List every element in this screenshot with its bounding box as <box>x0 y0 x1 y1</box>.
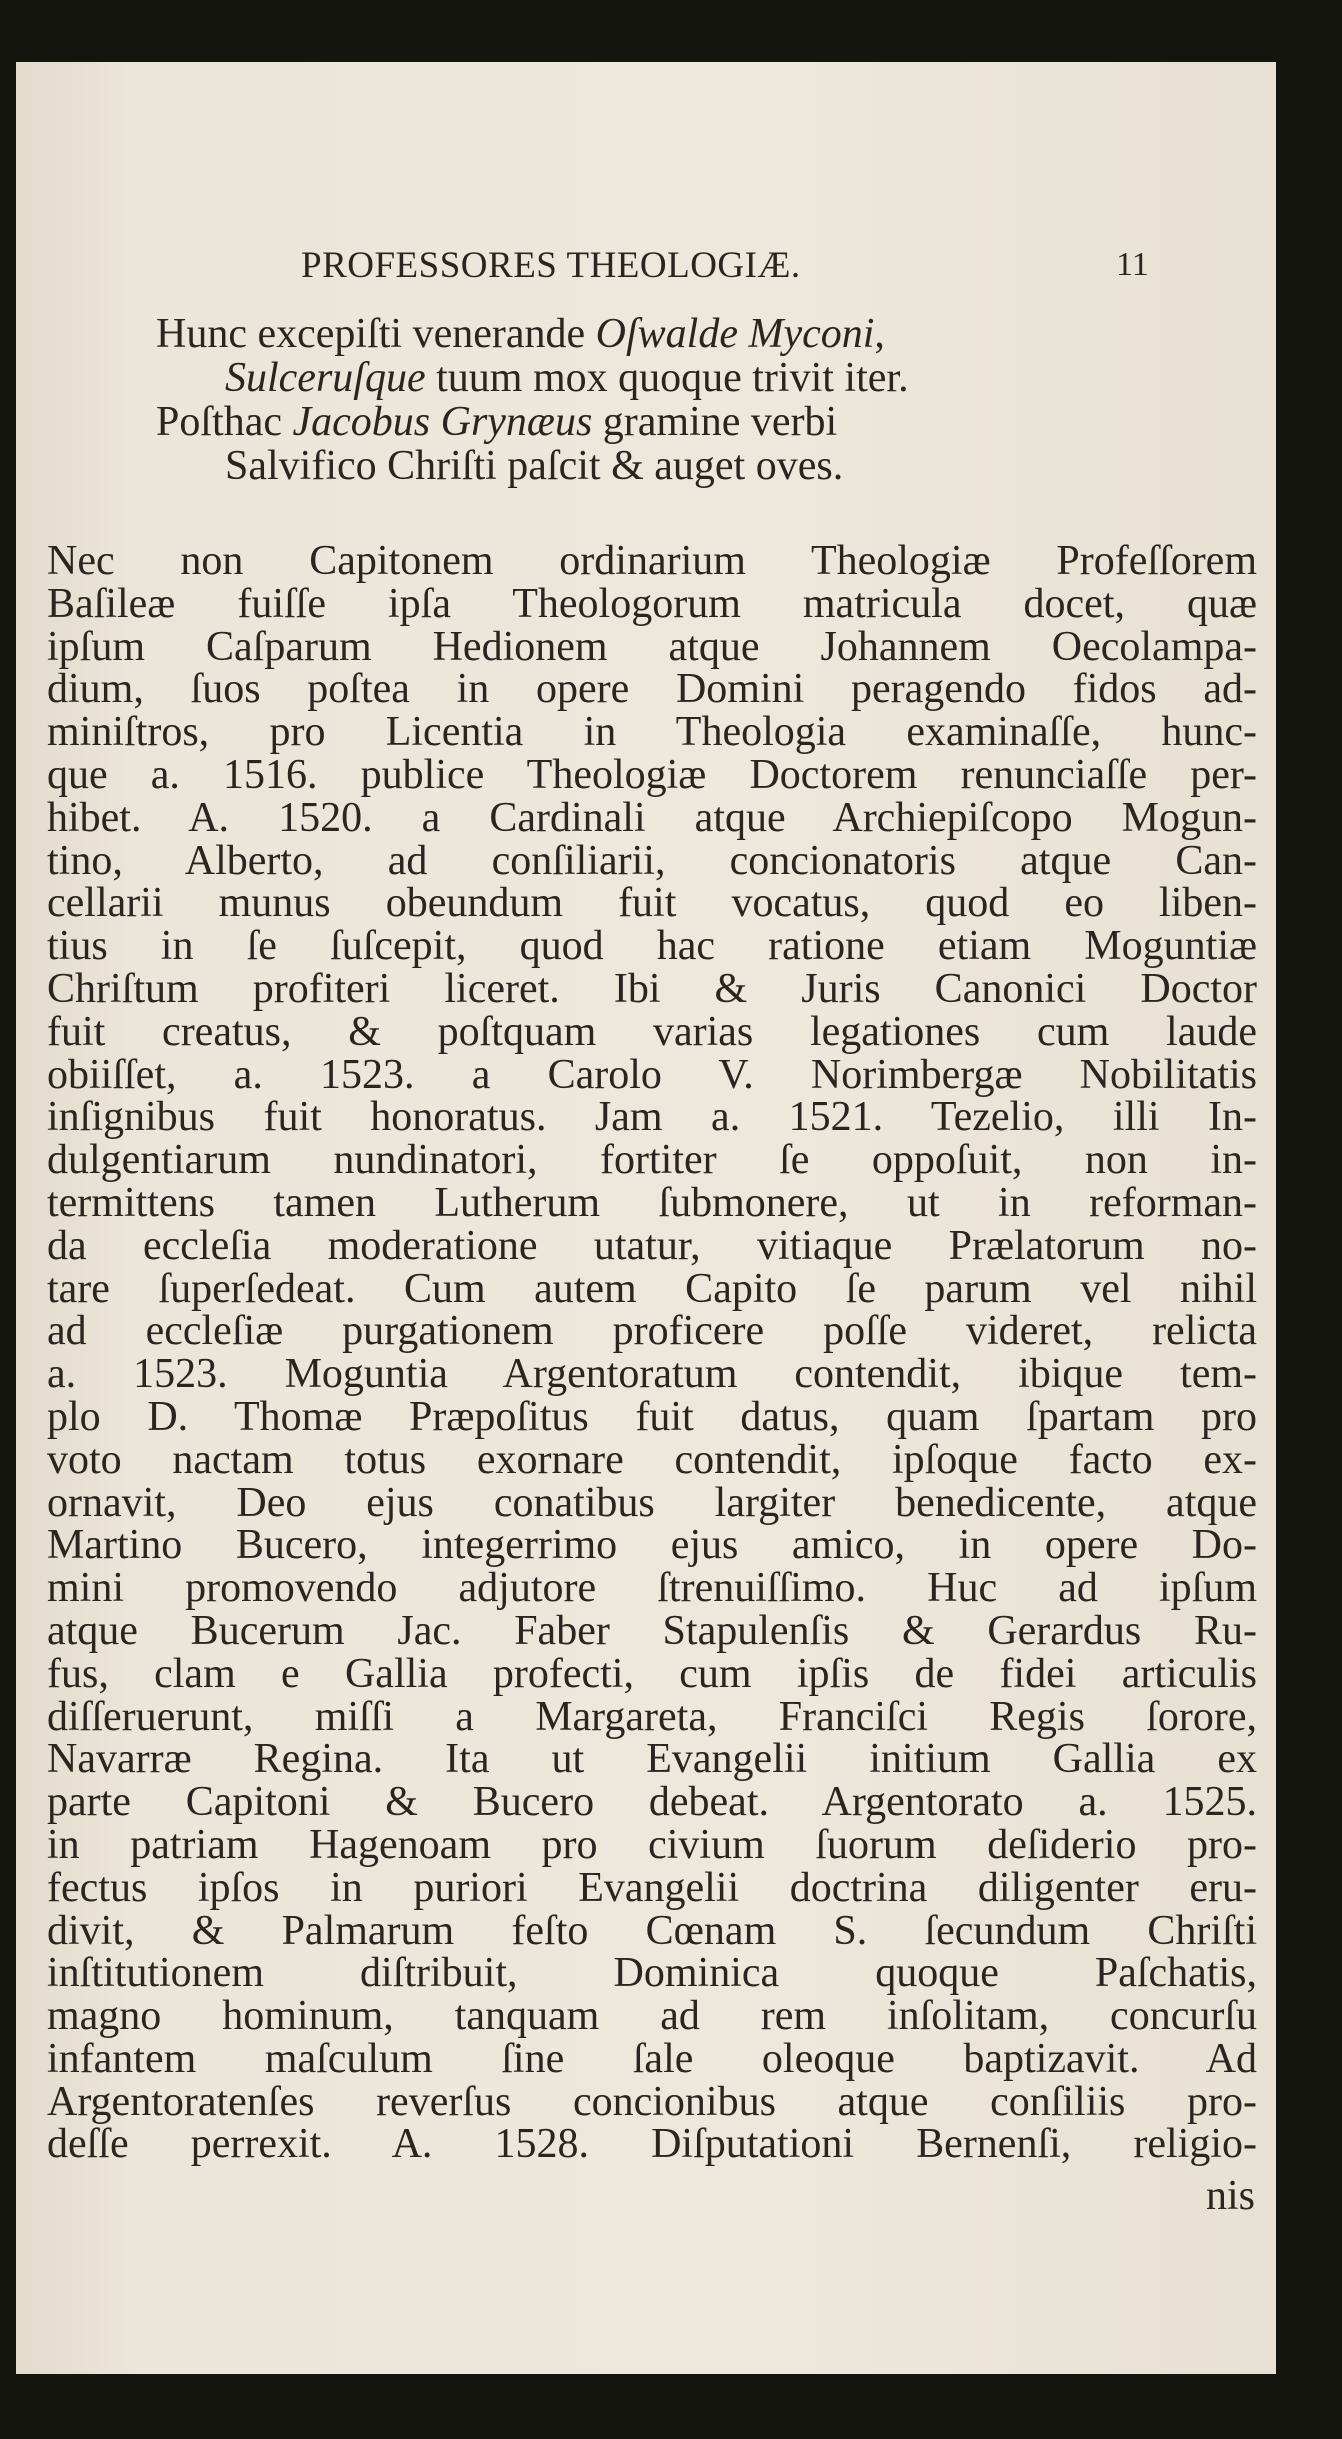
text-line: miniſtros, pro Licentia in Theologia examinaſſe, hunc- <box>47 709 1257 756</box>
text-line: ornavit, Deo ejus conatibus largiter benedicente, atque <box>47 1479 1257 1526</box>
text-line: fus, clam e Gallia profecti, cum ipſis de fidei articulis <box>47 1650 1257 1697</box>
text-line: in patriam Hagenoam pro civium ſuorum deſiderio pro- <box>47 1821 1257 1868</box>
text-line: Nec non Capitonem ordinarium Theologiæ Profeſſorem <box>47 538 1257 584</box>
page-number: 11 <box>1116 246 1149 283</box>
poem-italic-name: Jacobus Grynæus <box>292 399 593 445</box>
text-line: divit, & Palmarum feſto Cœnam S. ſecundum Chriſti <box>47 1907 1257 1954</box>
text-line: termittens tamen Lutherum ſubmonere, ut in reforman- <box>47 1179 1257 1226</box>
text-line: Chriſtum profiteri liceret. Ibi & Juris Canonici Doctor <box>47 965 1257 1012</box>
poem-italic-name: Oſwalde Myconi <box>595 311 875 357</box>
text-line: dium, ſuos poſtea in opere Domini peragendo fidos ad- <box>47 666 1257 713</box>
text-line: magno hominum, tanquam ad rem inſolitam, concurſu <box>47 1993 1257 2040</box>
poem-text: , <box>874 311 885 357</box>
poem-line <box>225 442 843 490</box>
text-line: parte Capitoni & Bucero debeat. Argentorato a. 1525. <box>47 1779 1257 1826</box>
poem-line <box>156 398 837 446</box>
body-paragraph <box>47 540 1257 2166</box>
text-line: tino, Alberto, ad conſiliarii, concionatoris atque Can- <box>47 837 1257 884</box>
text-line: a. 1523. Moguntia Argentoratum contendit, ibique tem- <box>47 1351 1257 1398</box>
text-line: Argentoratenſes reverſus concionibus atque conſiliis pro- <box>47 2078 1257 2125</box>
text-line: Baſileæ fuiſſe ipſa Theologorum matricula docet, quæ <box>47 580 1257 627</box>
poem-text: Hunc excepiſti venerande <box>156 311 596 357</box>
poem-line <box>156 310 885 358</box>
text-line: tare ſuperſedeat. Cum autem Capito ſe parum vel nihil <box>47 1265 1257 1312</box>
text-line: Martino Bucero, integerrimo ejus amico, in opere Do- <box>47 1522 1257 1569</box>
poem-text: gramine verbi <box>592 399 838 445</box>
text-line: dulgentiarum nundinatori, fortiter ſe oppoſuit, non in- <box>47 1137 1257 1184</box>
catchword: nis <box>1206 2173 1256 2219</box>
text-line: infantem maſculum ſine ſale oleoque baptizavit. Ad <box>47 2035 1257 2082</box>
text-line: obiiſſet, a. 1523. a Carolo V. Norimbergæ Nobilitatis <box>47 1051 1257 1098</box>
text-line: mini promovendo adjutore ſtrenuiſſimo. Huc ad ipſum <box>47 1565 1257 1612</box>
poem-text: Salvifico Chriſti paſcit & auget oves. <box>225 443 844 489</box>
poem-text: Poſthac <box>156 399 293 445</box>
text-line: ad eccleſiæ purgationem proficere poſſe videret, relicta <box>47 1308 1257 1355</box>
text-line: plo D. Thomæ Præpoſitus fuit datus, quam ſpartam pro <box>47 1393 1257 1440</box>
text-line: fuit creatus, & poſtquam varias legationes cum laude <box>47 1008 1257 1055</box>
text-line: ipſum Caſparum Hedionem atque Johannem Oecolampa- <box>47 623 1257 670</box>
text-line: diſſeruerunt, miſſi a Margareta, Franciſci Regis ſorore, <box>47 1693 1257 1740</box>
text-line: inſtitutionem diſtribuit, Dominica quoque Paſchatis, <box>47 1950 1257 1997</box>
text-line: fectus ipſos in puriori Evangelii doctrina diligenter eru- <box>47 1864 1257 1911</box>
running-head: PROFESSORES THEOLOGIÆ. <box>301 245 801 286</box>
text-line: cellarii munus obeundum fuit vocatus, quod eo liben- <box>47 880 1257 927</box>
poem-text: tuum mox quoque trivit iter. <box>425 355 909 401</box>
book-page <box>16 62 1276 2374</box>
text-line: inſignibus fuit honoratus. Jam a. 1521. Tezelio, illi In- <box>47 1094 1257 1141</box>
text-line: da eccleſia moderatione utatur, vitiaque Prælatorum no- <box>47 1222 1257 1269</box>
poem-italic-name: Sulceruſque <box>225 355 426 401</box>
text-line: tius in ſe ſuſcepit, quod hac ratione etiam Moguntiæ <box>47 923 1257 970</box>
text-line: deſſe perrexit. A. 1528. Diſputationi Bernenſi, religio- <box>47 2121 1257 2168</box>
text-line: voto nactam totus exornare contendit, ipſoque facto ex- <box>47 1436 1257 1483</box>
text-line: hibet. A. 1520. a Cardinali atque Archiepiſcopo Mogun- <box>47 794 1257 841</box>
text-line: atque Bucerum Jac. Faber Stapulenſis & Gerardus Ru- <box>47 1607 1257 1654</box>
poem-line <box>225 354 909 402</box>
text-line: Navarræ Regina. Ita ut Evangelii initium Gallia ex <box>47 1736 1257 1783</box>
text-line: que a. 1516. publice Theologiæ Doctorem renunciaſſe per- <box>47 751 1257 798</box>
